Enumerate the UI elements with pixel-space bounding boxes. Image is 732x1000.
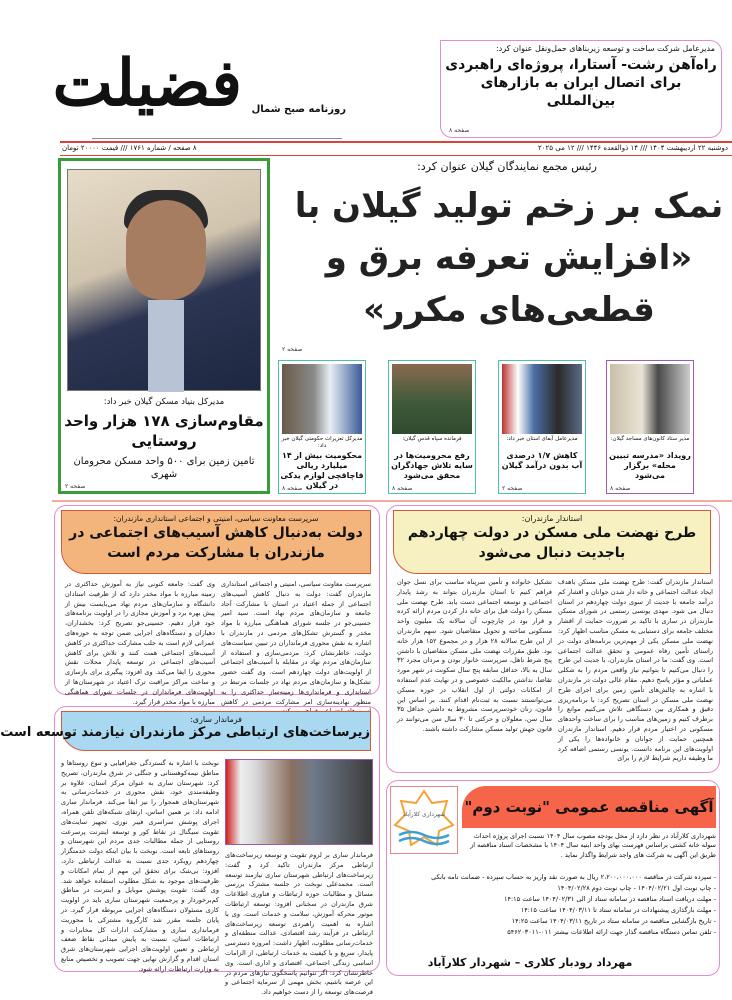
infra-banner: [0, 711, 371, 751]
hero-headline[interactable]: نمک بر زخم تولید گیلان با «افزایش تعرفه برق و قطعی‌های مکرر»: [294, 186, 724, 330]
top-story-kicker: مدیرعامل شرکت ساخت و توسعه زیربناهای حمل‌ونقل عنوان کرد:: [495, 44, 715, 53]
news-card[interactable]: [606, 360, 694, 494]
social-column-left: وی گفت: جامعه کنونی نیاز به آموزش حداکثری در زمینه مبارزه با مواد مخدر دارد که از ظرفیت استادان دانشگاه و سازمان‌های مردم نهاد می‌بایست بیش از پیش بهره برد و آموزش مجازی را در اولویت برنامه‌های خود قرار دهیم. حسینی‌جو تصریح کرد: بخشداران، دهیاران و دستگاه‌های اجرایی ضمن توجه به حوزه‌های عمرانی لازم است به جلب مشارکت حداکثری در کاهش آسیب‌های اجتماعی همت کنند و تلاش برای کاهش آسیب‌های اجتماعی در توسعه پایدار محلات نقش محوری را ایفا می‌کند. وی افزود: پیگیری برای بازسازی و ساخت مراکز مراقبت ترک اعتیاد در شهرستان‌ها از اولویت‌های فرمانداران در جلسات شورای هماهنگی مبارزه با مواد مخدر قرار گیرد.: [65, 580, 215, 706]
card-page-ref: صفحه ۸: [610, 485, 631, 492]
card-kicker: فرمانده سپاه قدس گیلان:: [402, 436, 462, 442]
municipality-logo: [390, 786, 458, 854]
card-headline[interactable]: محکومیت بیش از ۱۴ میلیارد ریالی قاچاقچی لوازم یدکی در گیلان: [280, 451, 364, 490]
ad-title: آگهی مناقصه عمومی "نوبت دوم": [462, 786, 716, 828]
photo-shirt: [148, 300, 184, 392]
photo-face: [126, 200, 206, 300]
logo-rule: [92, 138, 342, 139]
header-rule-bottom: [60, 155, 732, 156]
ad-line: - چاپ نوبت اول ۱۴۰۴/۰۲/۲۱ - چاپ نوبت دوم ۱۴۰۴/۰۲/۲۸: [557, 884, 716, 892]
hero-kicker: رئیس مجمع نمایندگان گیلان عنوان کرد:: [417, 160, 597, 173]
news-card[interactable]: [388, 360, 476, 494]
card-page-ref: صفحه ۸: [392, 485, 413, 492]
news-card[interactable]: [278, 360, 366, 494]
infra-photo: [225, 759, 373, 845]
social-article[interactable]: [54, 505, 380, 706]
newspaper-logo: فضیلت: [52, 46, 242, 121]
housing-column-right: استاندار مازندران گفت: طرح نهضت ملی مسکن باهدف ایجاد عدالت اجتماعی و خانه دار شدن جوانان و اقشار کم درآمد جامعه با جدیت از سوی دولت چهاردهم در استان دنبال می شود. مهدی یونسی رستمی در شورای مسکن مازندران در ساری با تاکید بر ضرورت حمایت از اقشار مختلف جامعه برای دستیابی به مسکن مناسب اظهار کرد: نهضت ملی مسکن یکی از مهم‌ترین برنامه‌های دولت در راستای تأمین رفاه عمومی و تحقق عدالت اجتماعی است. وی گفت: ما در استان مازندران، با جدیت این طرح را دنبال می‌کنیم تا بتوانیم نیاز واقعی مردم را به شکلی عملیاتی و مؤثر پاسخ دهیم. مقام عالی دولت در مازندران با اشاره به چالش‌های تأمین زمین برای اجرای طرح نهضت ملی مسکن در استان تصریح کرد: با برنامه‌ریزی دقیق و همکاری بین دستگاهی تلاش می‌کنیم موانع را برطرف کنیم و زمین‌های مناسب را برای ساخت واحدهای مسکونی در اختیار مردم قرار دهیم. استاندار مازندران همچنین حمایت از جوانان و خانواده‌ها را یکی از اولویت‌های این برنامه دانست. یونسی رستمی اضافه کرد ما وظیفه داریم شرایط لازم را برای: [558, 578, 713, 763]
newspaper-tagline: روزنامه صبح شمال: [251, 104, 346, 115]
ad-line: - مهلت بارگذاری پیشنهادات در سامانه ستاد تا ۱۴۰۴/۰۳/۱۱ ساعت ۱۴:۱۵: [520, 906, 716, 914]
news-card[interactable]: [498, 360, 586, 494]
logo-text: شهرداری کلارآباد: [402, 811, 446, 818]
header-rule-top: [60, 141, 732, 143]
date-line: دوشنبه ۲۲ اردیبهشت ۱۴۰۴ /// ۱۴ ذوالقعده ۱۴۴۶ /// ۱۲ می ۲۰۲۵: [537, 144, 728, 152]
card-page-ref: صفحه ۸: [282, 485, 303, 492]
ad-line: - تاریخ بازگشایی مناقصه در سامانه ستاد در تاریخ ۱۴۰۴/۰۳/۱۱ ساعت ۱۴:۲۵: [511, 917, 716, 925]
ad-signature: مهرداد رودبار کلاری – شهردار کلارآباد: [427, 956, 633, 969]
card-headline[interactable]: کاهش ۱/۷ درصدی آب بدون درآمد گیلان: [501, 451, 583, 470]
infra-kicker: فرماندار ساری:: [190, 715, 242, 724]
social-column-right: سرپرست معاونت سیاسی، امنیتی و اجتماعی استانداری مازندران گفت: دولت به دنبال کاهش آسیب‌های اجتماعی از جمله اعتیاد در استان با مشارکت آحاد جامعه و سازمان‌های مردم نهاد است. سید امیر حسینی‌جو در جلسه شورای هماهنگی مبارزه با مواد مخدر و گسترش تشکل‌های مردمی در مازندران با اشاره به نقش محوری فرمانداران در تبیین سیاست‌های دولت، خاطرنشان کرد: مردمی‌سازی و استفاده از سازمان‌های مردم نهاد در مقابله با آسیب‌های اجتماعی از اولویت‌های دولت چهاردهم است. وی گفت حضور تشکل‌ها و سازمان‌های مردم نهاد در جلسات مرتبط در استانداری و فرمانداری‌ها زمینه‌ساز حداکثری را به منظور نهادینه‌سازی امر مشارکت مردمی در کاهش: [221, 580, 371, 706]
feature-page-ref: صفحه ۲: [65, 483, 86, 490]
star-emblem-icon: [391, 787, 457, 853]
ad-line: - مهلت دریافت اسناد مناقصه در سامانه ستاد از الی ۱۴۰۴/۰۲/۳۱ ساعت ۱۴:۱۵: [503, 895, 716, 903]
card-photo: [502, 364, 582, 434]
ad-intro: شهرداری کلارآباد در نظر دارد از محل بودجه مصوب سال ۱۴۰۴ نسبت اجرای پروژه احداث سوله خانه کشتی براساس فهرست بهای واحد ابنیه سال ۱۴۰۴ با مشخصات اسناد مناقصه از طریق این آگهی به شرکت های واجد شرایط واگذار نماید .: [470, 832, 716, 859]
ad-lines: [390, 872, 716, 938]
infra-column-left: نوبخت با اشاره به گستردگی جغرافیایی و تنوع روستاها و مناطق نیمه‌کوهستانی و جنگلی در شرق مازندران، تصریح کرد: شهرستان ساری به عنوان مرکز استان، علاوه بر وظیفه‌مندی خود، نقش محوری در خدمات‌رسانی به شهرستان‌های همجوار را نیز ایفا می‌کند. فرماندار ساری ادامه داد: بر همین اساس، ارتقای شبکه‌های تلفن همراه، اجرای پوشش سراسری فیبر نوری، تجهیز سایت‌های تقویت سیگنال در نقاط کور و توسعه اینترنت پرسرعت روستایی از جمله مطالبات جدی مردم این شهرستان و روستاهای تابعه است. نوبخت با بیان اینکه دولت خدمتگزار چهاردهم رویکرد جدی نسبت به عدالت ارتباطی دارد، افزود: بی‌شک برای تحقق این مهم از تمام امکانات و ظرفیت‌های موجود به شکل مطلوب استفاده خواهد شد. وی گفت: تقویت پوشش موبایل و اینترنت در مناطق کم‌برخوردار و پرجمعیت شهرستان ساری باید در اولویت کاری مسئولان دستگاه‌های اجرایی مربوطه قرار گیرد. در پایان جلسه مقرر شد کارگروه مشترکی با محوریت فرمانداری ساری و مشارکت ادارات کل مخابرات و ارتباطات استان، نسبت به پایش میدانی نقاط ضعف ارتباطی و تعیین اولویت‌های اجرایی شهرستان‌های شرق استان اقدام و گزارش نهایی جهت تصویب و تخصیص منابع به وزارت ارتباطات ارائه شود.: [61, 759, 219, 973]
card-headline[interactable]: رویداد «مدرسه تبیین محله» برگزار می‌شود: [609, 451, 691, 480]
social-headline[interactable]: دولت به‌دنبال کاهش آسیب‌های اجتماعی در مازندران با مشارکت مردم است: [69, 525, 363, 561]
hero-page-ref: صفحه ۲: [282, 346, 303, 353]
feature-headline[interactable]: مقاوم‌سازی ۱۷۸ هزار واحد روستایی: [64, 412, 264, 450]
infra-article[interactable]: [0, 706, 380, 997]
card-page-ref: صفحه ۲: [502, 485, 523, 492]
card-photo: [282, 364, 362, 434]
issue-info: ۸ صفحه / شماره ۱۷۶۱ /// قیمت ۲۰۰۰۰ تومان: [62, 144, 197, 152]
card-kicker: مدیر ستاد کانون‌های مساجد گیلان:: [610, 436, 690, 442]
top-story-box[interactable]: [440, 40, 722, 138]
ad-line: - تلفن تماس دستگاه مناقصه گذار جهت ارائه اطلاعات بیشتر ۰۱۱-۵۴۶۲۰۳۰۱۱: [507, 928, 716, 936]
feature-photo: [67, 169, 261, 391]
infra-column-right: فرماندار ساری بر لزوم تقویت و توسعه زیرساخت‌های ارتباطی مرکز مازندران تاکید کرد و گفت: زیرساخت‌های ارتباطی شهرستان ساری نیازمند توسعه است. محمدعلی نوبخت در جلسه مشترک بررسی مسائل و مطالبات حوزه ارتباطات و فناوری اطلاعات شرق مازندران در سخنانی افزود: توسعه ارتباطات موتور محرکه آموزش، سلامت و خدمات است. وی با اشاره به اهمیت راهبردی توسعه زیرساخت‌های ارتباطی در فرآیند رشد اقتصادی، عدالت منطقه‌ای و خدمات‌رسانی مطلوب، اظهار داشت: امروزه دسترسی پایدار، سریع و با کیفیت به خدمات ارتباطی، از الزامات اساسی زندگی اجتماعی، اقتصادی و اداری است. وی خاطرنشان کرد: اگر نتوانیم پاسخگوی نیازهای مردم در این عرصه باشیم، بخش مهمی از سرمایه اجتماعی و فرصت‌های توسعه را از دست خواهیم داد.: [225, 851, 373, 997]
card-photo: [392, 364, 472, 434]
infra-headline[interactable]: زیرساخت‌های ارتباطی مرکز مازندران نیازمند توسعه است: [0, 725, 370, 740]
card-headline[interactable]: رفع محرومیت‌ها در سایه تلاش جهادگران محقق می‌شود: [391, 451, 473, 480]
feature-box[interactable]: [58, 158, 270, 494]
social-banner: [61, 510, 371, 574]
housing-headline[interactable]: طرح نهضت ملی مسکن در دولت چهاردهم باجدیت دنبال می‌شود: [407, 525, 697, 561]
housing-kicker: استاندار مازندران:: [521, 514, 583, 523]
feature-subhead: تامین زمین برای ۵۰۰ واحد مسکن محرومان شهری: [73, 456, 255, 480]
housing-banner: [393, 510, 711, 574]
card-kicker: مدیرعامل آبفای استان خبر داد:: [506, 436, 578, 442]
feature-kicker: مدیرکل بنیاد مسکن گیلان خبر داد:: [103, 397, 225, 407]
housing-article[interactable]: [386, 505, 720, 773]
ad-line: - سپرده شرکت در مناقصه ۲،۲۰۰،۰۰۰،۰۰۰ ریال به صورت نقد واریز به حساب سپرده - ضمانت نامه بانکی: [431, 873, 716, 881]
ad-body: [462, 832, 716, 860]
page-ref: صفحه ۸: [449, 127, 470, 134]
card-photo: [610, 364, 690, 434]
housing-column-left: تشکیل خانواده و تأمین سرپناه مناسب برای نسل جوان فراهم کنیم تا استان مازندران بتواند به رشد پایدار اجتماعی و توسعه اجتماعی دست یابد. طرح نهضت ملی مسکن را دولت قبل برای خانه دار کردن مردم ارائه کرده و قرار بود در چارچوب آن سالانه یک میلیون واحد مسکونی ساخته و تحویل متقاضیان شود. سهم مازندران از این طرح سالانه ۲۸ هزار و در مجموع ۱۵۲ هزار خانه بود. طبق مقررات نهضت ملی مسکن متقاضیان با داشتن پنج شرط تاهل، سرپرست خانوار بودن و مردان مجرد ۳۲ سال به بالا، حداقل سابقه پنج سال سکونت در شهر مورد تقاضا، نداشتن مالکیت خصوصی و در نهایت عدم استفاده از امکانات دولتی از اول انقلاب در حوزه مسکن می‌توانستند نسبت به ثبت‌نام اقدام کنند. بر اساس این قانون، زنان خودسرپرست مشروط به داشتن حداقل ۳۵ سال سن، معلولان و حرکتی تا ۳۰ سال سن می‌توانند در قانون جهش تولید مسکن مشارکت داشته باشند.: [397, 578, 552, 733]
section-rule: [52, 500, 732, 502]
social-kicker: سرپرست معاونت سیاسی، امنیتی و اجتماعی استانداری مازندران:: [113, 514, 319, 523]
top-story-headline[interactable]: راه‌آهن رشت- آستارا، پروژه‌ای راهبردی برای اتصال ایران به بازارهای بین‌المللی: [445, 57, 717, 109]
card-kicker: مدیرکل تعزیرات حکومتی گیلان خبر داد:: [281, 436, 363, 449]
